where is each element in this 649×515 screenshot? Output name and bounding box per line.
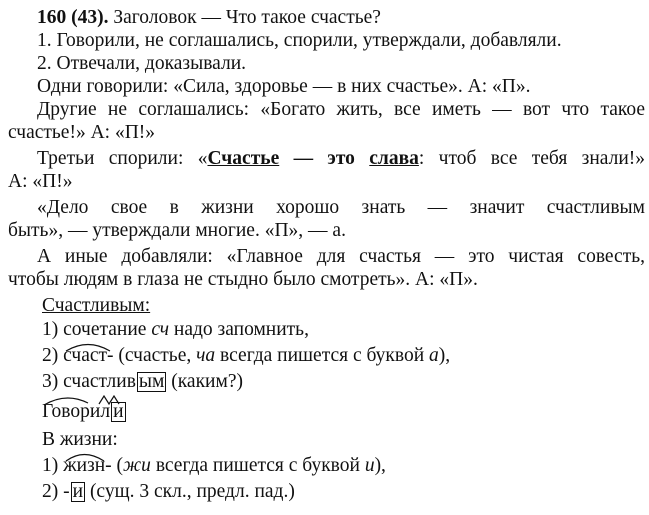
s3-stem: счастлив: [63, 371, 136, 392]
s2-text: - (счастье,: [107, 345, 197, 366]
s2-prefix: 2): [42, 345, 64, 366]
suffix-mark-icon: [99, 396, 119, 404]
exercise-number: 160 (43).: [37, 7, 109, 28]
z1-prefix: 1): [42, 455, 64, 476]
paragraph-2-line-1: Другие не соглашались: «Богато жить, все иметь — вот что такое: [37, 99, 645, 120]
paragraph-3-end: : чтоб все тебя знали!»: [418, 148, 646, 169]
z2-ending: и: [72, 481, 84, 502]
exercise-title: Заголовок — Что такое счастье?: [113, 7, 381, 28]
z2-prefix: 2) -: [42, 481, 70, 502]
s2-text-2: всегда пишется с буквой: [215, 345, 430, 366]
z1-end: ),: [374, 455, 386, 476]
govorili-ending: и: [113, 401, 124, 422]
s2-end: ),: [438, 345, 451, 366]
paragraph-4-line-1: «Дело свое в жизни хорошо знать — значит счастливым: [37, 197, 645, 218]
s3-ending: ым: [138, 371, 165, 392]
z1-text-2: всегда пишется с буквой: [150, 455, 365, 476]
paragraph-5-line-2: чтобы людям в глаза не стыдно было смотреть». А: «П».: [8, 269, 478, 290]
root-arc-icon-2: [44, 398, 88, 405]
s2-root: счаст: [63, 345, 108, 366]
root-arc-icon-3: [66, 455, 104, 462]
schastlivym-title-text: Счастливым:: [42, 295, 151, 316]
paragraph-4-line-2: быть», — утверждали многие. «П», — а.: [8, 220, 346, 241]
z1-letter: и: [364, 455, 375, 476]
s2-letter: а: [429, 345, 439, 366]
paragraph-2-line-2: счастье!» А: «П!»: [8, 122, 156, 143]
predicate-word: слава: [369, 148, 419, 169]
s1-prefix: 1) сочетание: [42, 319, 152, 340]
z2-text: (сущ. 3 скл., предл. пад.): [85, 481, 295, 502]
plan-item-2: 2. Отвечали, доказывали.: [37, 53, 247, 74]
z1-text: - (: [105, 455, 124, 476]
root-arc-icon: [66, 345, 110, 352]
dash-eto: — это: [279, 148, 370, 169]
vzhizni-title: В жизни:: [42, 429, 118, 450]
subject-word: Счастье: [207, 148, 280, 169]
govorili-stem: Говорил: [42, 401, 111, 422]
z1-italic-letters: жи: [123, 455, 151, 476]
s1-text: надо запомнить,: [169, 319, 309, 340]
s3-prefix: 3): [42, 371, 64, 392]
s2-italic-letters: ча: [196, 345, 216, 366]
s3-question: (каким?): [166, 371, 243, 392]
paragraph-5-line-1: А иные добавляли: «Главное для счастья — это чистая совесть,: [37, 246, 645, 267]
paragraph-3-line-2: А: «П!»: [8, 171, 73, 192]
paragraph-3-start: Третьи спорили: «: [37, 148, 208, 169]
paragraph-1: Одни говорили: «Сила, здоровье — в них счастье». А: «П».: [37, 76, 531, 97]
z1-root: жизн: [63, 455, 106, 476]
plan-item-1: 1. Говорили, не соглашались, спорили, утверждали, добавляли.: [37, 30, 562, 51]
s1-italic-letters: сч: [151, 319, 170, 340]
